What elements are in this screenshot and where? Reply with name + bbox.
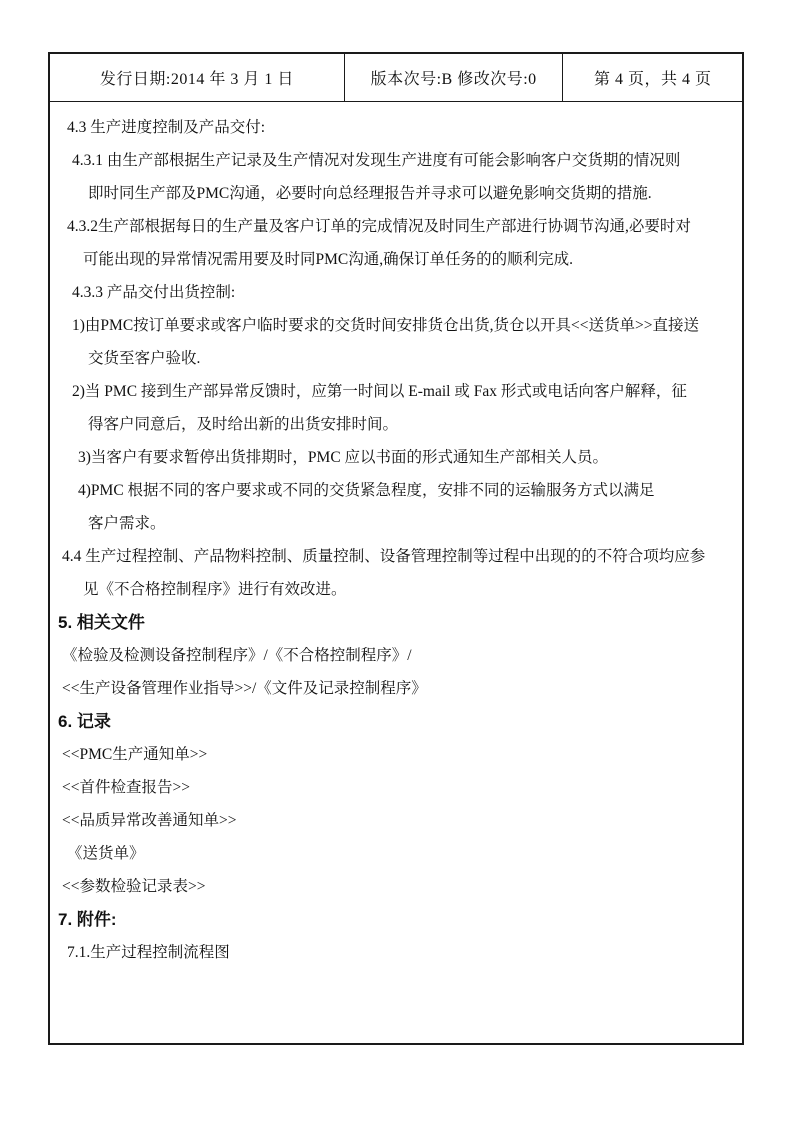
document-line: 见《不合格控制程序》进行有效改进。 <box>83 581 347 598</box>
document-line: <<PMC生产通知单>> <box>62 746 208 763</box>
document-line: 4.3.1 由生产部根据生产记录及生产情况对发现生产进度有可能会影响客户交货期的情况则 <box>72 152 681 169</box>
document-line: <<品质异常改善通知单>> <box>62 812 237 829</box>
section-heading: 7. 附件: <box>58 910 117 929</box>
page-number-cell: 第 4 页，共 4 页 <box>593 71 712 88</box>
document-line: 2)当 PMC 接到生产部异常反馈时，应第一时间以 E-mail 或 Fax 形式或电话向客户解释，征 <box>72 383 687 400</box>
document-body <box>50 102 742 1043</box>
document-line: 交货至客户验收. <box>88 350 201 367</box>
document-line: 1)由PMC按订单要求或客户临时要求的交货时间安排货仓出货,货仓以开具<<送货单>>直接送 <box>72 317 699 334</box>
document-line: 即时同生产部及PMC沟通，必要时向总经理报告并寻求可以避免影响交货期的措施. <box>88 185 652 202</box>
document-header-row <box>50 54 742 102</box>
document-line: 4)PMC 根据不同的客户要求或不同的交货紧急程度，安排不同的运输服务方式以满足 <box>78 482 655 499</box>
issue-date-cell: 发行日期:2014 年 3 月 1 日 <box>50 54 345 101</box>
document-line: 4.3.2生产部根据每日的生产量及客户订单的完成情况及时同生产部进行协调节沟通,必要时对 <box>67 218 691 235</box>
document-line: 4.3.3 产品交付出货控制: <box>72 284 236 301</box>
procedure-document-table <box>48 52 744 1045</box>
document-line: <<参数检验记录表>> <box>62 878 206 895</box>
document-line: 7.1.生产过程控制流程图 <box>67 944 230 961</box>
document-line: 《送货单》 <box>67 845 145 862</box>
section-heading: 6. 记录 <box>58 712 111 731</box>
section-heading: 5. 相关文件 <box>58 613 145 632</box>
document-line: 4.3 生产进度控制及产品交付: <box>67 119 266 136</box>
version-revision-cell: 版本次号:B 修改次号:0 <box>345 54 564 101</box>
document-line: <<生产设备管理作业指导>>/《文件及记录控制程序》 <box>62 680 427 697</box>
document-line: <<首件检查报告>> <box>62 779 190 796</box>
document-line: 4.4 生产过程控制、产品物料控制、质量控制、设备管理控制等过程中出现的的不符合项均应参 <box>62 548 706 565</box>
document-line: 客户需求。 <box>88 515 166 532</box>
document-line: 得客户同意后，及时给出新的出货安排时间。 <box>88 416 399 433</box>
document-line: 《检验及检测设备控制程序》/《不合格控制程序》/ <box>62 647 412 664</box>
document-line: 可能出现的异常情况需用要及时同PMC沟通,确保订单任务的的顺利完成. <box>83 251 573 268</box>
document-line: 3)当客户有要求暂停出货排期时，PMC 应以书面的形式通知生产部相关人员。 <box>78 449 609 466</box>
